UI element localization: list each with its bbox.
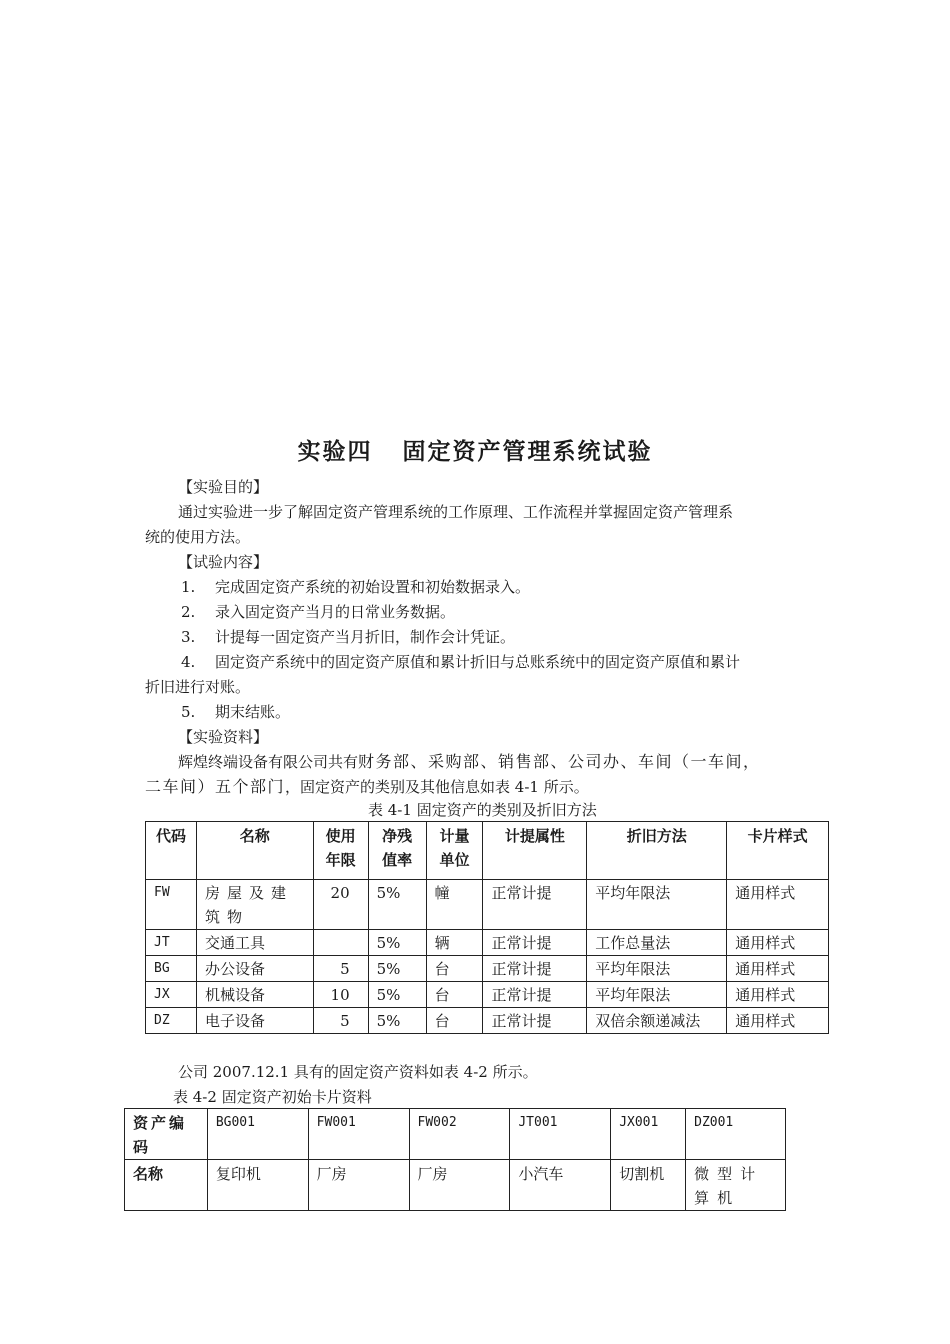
content-item-continuation: 折旧进行对账。: [145, 678, 251, 696]
table-row: JT 交通工具 5% 辆 正常计提 工作总量法 通用样式: [146, 930, 829, 956]
table-row: DZ 电子设备 5 5% 台 正常计提 双倍余额递减法 通用样式: [146, 1008, 829, 1034]
purpose-text-line-2: 统的使用方法。: [145, 528, 251, 546]
page-title: [0, 433, 950, 466]
table-row: JX 机械设备 10 5% 台 正常计提 平均年限法 通用样式: [146, 982, 829, 1008]
table-row-codes: 资产编码 BG001 FW001 FW002 JT001 JX001 DZ001: [125, 1109, 786, 1160]
content-item: 2. 录入固定资产当月的日常业务数据。: [181, 603, 456, 621]
section-materials: 【实验资料】: [178, 728, 269, 746]
content-item: 4. 固定资产系统中的固定资产原值和累计折旧与总账系统中的固定资产原值和累计: [181, 653, 741, 671]
table-initial-cards: [124, 1108, 786, 1211]
column-header: 计量单位: [426, 822, 483, 880]
title-sub: 固定资产管理系统试验: [402, 438, 653, 465]
column-header: 名称: [196, 822, 313, 880]
after-table1-text: 公司 2007.12.1 具有的固定资产资料如表 4-2 所示。: [178, 1063, 538, 1081]
materials-line-1: 辉煌终端设备有限公司共有财务部、采购部、销售部、公司办、车间（一车间，: [178, 752, 761, 771]
table2-caption: 表 4-2 固定资产初始卡片资料: [173, 1088, 372, 1106]
content-item: 1. 完成固定资产系统的初始设置和初始数据录入。: [181, 578, 531, 596]
purpose-text-line-1: 通过实验进一步了解固定资产管理系统的工作原理、工作流程并掌握固定资产管理系: [178, 503, 734, 521]
column-header: 净残值率: [368, 822, 426, 880]
table-header-row: [146, 822, 829, 880]
column-header: 代码: [146, 822, 197, 880]
table-row: FW 房屋及建筑物 20 5% 幢 正常计提 平均年限法 通用样式: [146, 880, 829, 930]
content-item: 3. 计提每一固定资产当月折旧，制作会计凭证。: [181, 628, 516, 646]
title-main: 实验四: [297, 438, 373, 465]
section-content: 【试验内容】: [178, 553, 269, 571]
materials-line-2: 二车间）五个部门，固定资产的类别及其他信息如表 4-1 所示。: [145, 777, 589, 796]
column-header: 折旧方法: [587, 822, 727, 880]
column-header: 卡片样式: [727, 822, 829, 880]
table-row-names: 名称 复印机 厂房 厂房 小汽车 切割机 微型计算机: [125, 1160, 786, 1211]
table-asset-categories: [145, 821, 829, 1034]
section-purpose: 【实验目的】: [178, 478, 269, 496]
table1-caption: 表 4-1 固定资产的类别及折旧方法: [368, 801, 597, 819]
table-row: BG 办公设备 5 5% 台 正常计提 平均年限法 通用样式: [146, 956, 829, 982]
column-header: 计提属性: [483, 822, 587, 880]
content-item: 5. 期末结账。: [181, 703, 291, 721]
column-header: 使用年限: [313, 822, 368, 880]
